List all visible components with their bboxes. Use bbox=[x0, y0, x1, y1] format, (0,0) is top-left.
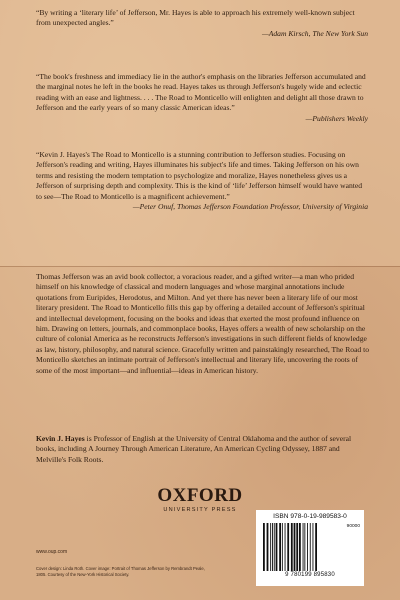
publisher-logo bbox=[140, 486, 260, 514]
author-bio bbox=[36, 434, 368, 465]
book-description: Thomas Jefferson was an avid book collector, a voracious reader, and a gifted writer—a man who prided himself on his knowledge of classical and modern languages and whose marginal annotations include quotations from Euripides, Herodotus, and Milton. And yet there has never been a literary life of our most literary president. The Road to Monticello fills this gap by offering a detailed account of Jefferson's spiritual and intellectual development, focusing on the books and ideas that exerted the most profound influence on him. Drawing on letters, journals, and commonplace books, Hayes offers a wealth of new scholarship on the culture of colonial America as he reconstructs Jefferson's investigations in such different fields of knowledge as law, history, philosophy, and natural science. Gracefully written and painstakingly researched, The Road to Monticello sketches an intimate portrait of Jefferson's intellectual and literary life, uncovering the roots of some of the most important—and influential—ideas in American history. bbox=[36, 272, 370, 375]
barcode-icon bbox=[262, 523, 342, 571]
quote-attribution: —Publishers Weekly bbox=[305, 113, 368, 123]
review-quote-3 bbox=[36, 150, 368, 212]
isbn-label: ISBN 978-0-19-989583-0 bbox=[273, 513, 347, 520]
price-code: 90000 bbox=[346, 524, 360, 529]
publisher-name: OXFORD bbox=[157, 485, 243, 506]
cover-credit: Cover design: Linda Roth. Cover image: Portrait of Thomas Jefferson by Rembrandt Peale, 1805. Courtesy of the New-York Historical Society. bbox=[36, 566, 205, 577]
quote-text: “By writing a ‘literary life’ of Jefferson, Mr. Hayes is able to approach his extremely well-known subject from unexpected angles.” bbox=[36, 8, 355, 28]
ean-digits: 9 780199 895830 bbox=[285, 572, 335, 578]
publisher-url: www.oup.com bbox=[36, 549, 68, 555]
author-name: Kevin J. Hayes bbox=[36, 434, 85, 443]
quote-text: “The book's freshness and immediacy lie in the author's emphasis on the libraries Jefferson accumulated and the marginal notes he left in the books he read. Hayes takes us through Jefferson's hugely wide and eclectic reading with an ease and lightness. . . . The Road to Monticello will enlighten and delight all those drawn to Jefferson and the early years of so many classic American ideas.” bbox=[36, 72, 366, 113]
section-divider bbox=[0, 266, 400, 267]
quote-attribution: —Adam Kirsch, The New York Sun bbox=[261, 28, 368, 38]
review-quote-1 bbox=[36, 8, 368, 39]
top-band bbox=[0, 0, 400, 266]
quote-text: “Kevin J. Hayes's The Road to Monticello is a stunning contribution to Jefferson studies. Focusing on Jefferson's reading and writing, Hayes illuminates his subject's life and times. Taking Jefferson on his own terms and resisting the modern temptation to psychologize and moralize, Hayes nonetheless gives us a Jefferson of surprising depth and complexity. This is the kind of ‘life’ Jefferson himself would have wanted to see—The Road to Monticello is a magnificent achievement.” bbox=[36, 150, 363, 201]
barcode-panel bbox=[256, 510, 364, 586]
author-bio-text: is Professor of English at the University of Central Oklahoma and the author of several books, including A Journey Through American Literature, An American Cycling Odyssey, 1887 and Melville's Folk Roots. bbox=[36, 434, 352, 464]
publisher-subtitle: UNIVERSITY PRESS bbox=[163, 507, 237, 513]
quote-attribution: —Peter Onuf, Thomas Jefferson Foundation Professor, University of Virginia bbox=[132, 202, 368, 212]
review-quote-2 bbox=[36, 72, 368, 124]
